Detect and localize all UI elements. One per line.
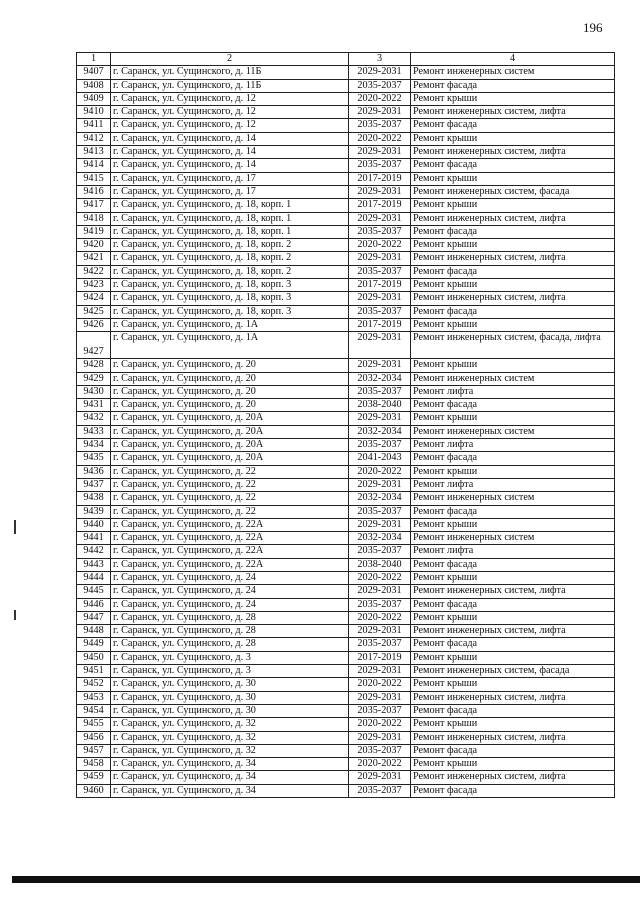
table-row <box>77 651 615 664</box>
work-type-cell: Ремонт фасада <box>411 305 615 318</box>
row-number: 9436 <box>77 465 111 478</box>
work-type-cell: Ремонт фасада <box>411 452 615 465</box>
row-number: 9453 <box>77 691 111 704</box>
work-type-cell: Ремонт инженерных систем, фасада, лифта <box>411 332 615 359</box>
address-cell: г. Саранск, ул. Сущинского, д. 24 <box>111 585 349 598</box>
period-cell: 2029-2031 <box>349 518 411 531</box>
row-number: 9447 <box>77 611 111 624</box>
work-type-cell: Ремонт фасада <box>411 225 615 238</box>
table-row <box>77 146 615 159</box>
work-type-cell: Ремонт инженерных систем <box>411 492 615 505</box>
row-number: 9409 <box>77 92 111 105</box>
work-type-cell: Ремонт фасада <box>411 159 615 172</box>
period-cell: 2032-2034 <box>349 532 411 545</box>
work-type-cell: Ремонт фасада <box>411 704 615 717</box>
table-row <box>77 359 615 372</box>
row-number: 9437 <box>77 478 111 491</box>
table-row <box>77 412 615 425</box>
table-row <box>77 439 615 452</box>
period-cell: 2029-2031 <box>349 585 411 598</box>
period-cell: 2041-2043 <box>349 452 411 465</box>
work-type-cell: Ремонт крыши <box>411 611 615 624</box>
row-number: 9422 <box>77 265 111 278</box>
row-number: 9448 <box>77 625 111 638</box>
address-cell: г. Саранск, ул. Сущинского, д. 22 <box>111 492 349 505</box>
row-number: 9458 <box>77 758 111 771</box>
period-cell: 2020-2022 <box>349 465 411 478</box>
column-header-number: 1 <box>77 53 111 66</box>
row-number: 9443 <box>77 558 111 571</box>
row-number: 9438 <box>77 492 111 505</box>
address-cell: г. Саранск, ул. Сущинского, д. 24 <box>111 571 349 584</box>
period-cell: 2029-2031 <box>349 332 411 359</box>
row-number: 9411 <box>77 119 111 132</box>
address-cell: г. Саранск, ул. Сущинского, д. 17 <box>111 172 349 185</box>
address-cell: г. Саранск, ул. Сущинского, д. 11Б <box>111 66 349 79</box>
scan-bottom-edge <box>12 876 640 883</box>
period-cell: 2029-2031 <box>349 146 411 159</box>
address-cell: г. Саранск, ул. Сущинского, д. 18, корп. 1 <box>111 225 349 238</box>
work-type-cell: Ремонт фасада <box>411 79 615 92</box>
address-cell: г. Саранск, ул. Сущинского, д. 14 <box>111 159 349 172</box>
column-header-period: 3 <box>349 53 411 66</box>
work-type-cell: Ремонт инженерных систем, лифта <box>411 691 615 704</box>
address-cell: г. Саранск, ул. Сущинского, д. 20А <box>111 412 349 425</box>
period-cell: 2035-2037 <box>349 225 411 238</box>
period-cell: 2017-2019 <box>349 199 411 212</box>
work-type-cell: Ремонт инженерных систем, лифта <box>411 146 615 159</box>
table-row <box>77 758 615 771</box>
work-type-cell: Ремонт фасада <box>411 119 615 132</box>
period-cell: 2029-2031 <box>349 771 411 784</box>
work-type-cell: Ремонт инженерных систем, лифта <box>411 731 615 744</box>
table-row <box>77 92 615 105</box>
address-cell: г. Саранск, ул. Сущинского, д. 18, корп. 3 <box>111 292 349 305</box>
period-cell: 2035-2037 <box>349 784 411 797</box>
work-type-cell: Ремонт инженерных систем <box>411 372 615 385</box>
row-number: 9407 <box>77 66 111 79</box>
address-cell: г. Саранск, ул. Сущинского, д. 18, корп. 2 <box>111 265 349 278</box>
work-type-cell: Ремонт лифта <box>411 385 615 398</box>
period-cell: 2017-2019 <box>349 318 411 331</box>
table-header-row <box>77 53 615 66</box>
row-number: 9428 <box>77 359 111 372</box>
work-type-cell: Ремонт инженерных систем, лифта <box>411 625 615 638</box>
period-cell: 2020-2022 <box>349 758 411 771</box>
row-number: 9418 <box>77 212 111 225</box>
period-cell: 2017-2019 <box>349 651 411 664</box>
row-number: 9432 <box>77 412 111 425</box>
period-cell: 2029-2031 <box>349 665 411 678</box>
table-row <box>77 332 615 359</box>
address-cell: г. Саранск, ул. Сущинского, д. 18, корп. 3 <box>111 305 349 318</box>
address-cell: г. Саранск, ул. Сущинского, д. 28 <box>111 625 349 638</box>
period-cell: 2029-2031 <box>349 66 411 79</box>
row-number: 9430 <box>77 385 111 398</box>
period-cell: 2020-2022 <box>349 92 411 105</box>
row-number: 9420 <box>77 239 111 252</box>
address-cell: г. Саранск, ул. Сущинского, д. 22 <box>111 505 349 518</box>
row-number: 9408 <box>77 79 111 92</box>
table-row <box>77 212 615 225</box>
period-cell: 2032-2034 <box>349 372 411 385</box>
row-number: 9442 <box>77 545 111 558</box>
period-cell: 2029-2031 <box>349 359 411 372</box>
address-cell: г. Саранск, ул. Сущинского, д. 18, корп. 3 <box>111 279 349 292</box>
period-cell: 2029-2031 <box>349 292 411 305</box>
work-type-cell: Ремонт инженерных систем <box>411 532 615 545</box>
table-row <box>77 678 615 691</box>
table-row <box>77 465 615 478</box>
period-cell: 2029-2031 <box>349 185 411 198</box>
period-cell: 2035-2037 <box>349 119 411 132</box>
work-type-cell: Ремонт инженерных систем, фасада <box>411 665 615 678</box>
table-row <box>77 252 615 265</box>
period-cell: 2029-2031 <box>349 691 411 704</box>
work-type-cell: Ремонт инженерных систем, лифта <box>411 212 615 225</box>
table-row <box>77 79 615 92</box>
address-cell: г. Саранск, ул. Сущинского, д. 12 <box>111 106 349 119</box>
row-number: 9460 <box>77 784 111 797</box>
table-row <box>77 784 615 797</box>
work-type-cell: Ремонт инженерных систем, фасада <box>411 185 615 198</box>
row-number: 9410 <box>77 106 111 119</box>
address-cell: г. Саранск, ул. Сущинского, д. 20А <box>111 439 349 452</box>
table-row <box>77 159 615 172</box>
row-number: 9439 <box>77 505 111 518</box>
row-number: 9435 <box>77 452 111 465</box>
period-cell: 2029-2031 <box>349 212 411 225</box>
row-number: 9446 <box>77 598 111 611</box>
table-row <box>77 279 615 292</box>
address-cell: г. Саранск, ул. Сущинского, д. 22А <box>111 532 349 545</box>
address-cell: г. Саранск, ул. Сущинского, д. 3 <box>111 651 349 664</box>
period-cell: 2035-2037 <box>349 385 411 398</box>
address-cell: г. Саранск, ул. Сущинского, д. 30 <box>111 691 349 704</box>
period-cell: 2035-2037 <box>349 305 411 318</box>
address-cell: г. Саранск, ул. Сущинского, д. 20А <box>111 425 349 438</box>
period-cell: 2032-2034 <box>349 425 411 438</box>
period-cell: 2020-2022 <box>349 678 411 691</box>
row-number: 9452 <box>77 678 111 691</box>
table-row <box>77 225 615 238</box>
row-number: 9419 <box>77 225 111 238</box>
row-number: 9429 <box>77 372 111 385</box>
address-cell: г. Саранск, ул. Сущинского, д. 28 <box>111 638 349 651</box>
table-row <box>77 305 615 318</box>
address-cell: г. Саранск, ул. Сущинского, д. 11Б <box>111 79 349 92</box>
period-cell: 2017-2019 <box>349 172 411 185</box>
address-cell: г. Саранск, ул. Сущинского, д. 3 <box>111 665 349 678</box>
period-cell: 2017-2019 <box>349 279 411 292</box>
row-number: 9441 <box>77 532 111 545</box>
table-row <box>77 704 615 717</box>
table-row <box>77 585 615 598</box>
table-row <box>77 106 615 119</box>
row-number: 9412 <box>77 132 111 145</box>
period-cell: 2035-2037 <box>349 265 411 278</box>
table-row <box>77 492 615 505</box>
period-cell: 2029-2031 <box>349 478 411 491</box>
address-cell: г. Саранск, ул. Сущинского, д. 12 <box>111 119 349 132</box>
table-row <box>77 691 615 704</box>
address-cell: г. Саранск, ул. Сущинского, д. 1А <box>111 332 349 359</box>
work-type-cell: Ремонт фасада <box>411 638 615 651</box>
work-type-cell: Ремонт крыши <box>411 172 615 185</box>
table-row <box>77 545 615 558</box>
row-number: 9431 <box>77 399 111 412</box>
row-number: 9445 <box>77 585 111 598</box>
table-row <box>77 372 615 385</box>
period-cell: 2035-2037 <box>349 744 411 757</box>
work-type-cell: Ремонт инженерных систем <box>411 425 615 438</box>
row-number: 9459 <box>77 771 111 784</box>
work-type-cell: Ремонт лифта <box>411 545 615 558</box>
address-cell: г. Саранск, ул. Сущинского, д. 18, корп. 2 <box>111 252 349 265</box>
row-number: 9423 <box>77 279 111 292</box>
address-cell: г. Саранск, ул. Сущинского, д. 18, корп. 1 <box>111 199 349 212</box>
table-row <box>77 744 615 757</box>
work-type-cell: Ремонт инженерных систем, лифта <box>411 106 615 119</box>
address-cell: г. Саранск, ул. Сущинского, д. 1А <box>111 318 349 331</box>
work-type-cell: Ремонт крыши <box>411 199 615 212</box>
period-cell: 2029-2031 <box>349 731 411 744</box>
address-cell: г. Саранск, ул. Сущинского, д. 22 <box>111 465 349 478</box>
table-row <box>77 731 615 744</box>
row-number: 9414 <box>77 159 111 172</box>
table-row <box>77 399 615 412</box>
work-type-cell: Ремонт инженерных систем, лифта <box>411 585 615 598</box>
table-row <box>77 532 615 545</box>
table-row <box>77 318 615 331</box>
work-type-cell: Ремонт инженерных систем, лифта <box>411 252 615 265</box>
period-cell: 2020-2022 <box>349 571 411 584</box>
table-row <box>77 239 615 252</box>
row-number: 9416 <box>77 185 111 198</box>
address-cell: г. Саранск, ул. Сущинского, д. 18, корп. 1 <box>111 212 349 225</box>
column-header-work-type: 4 <box>411 53 615 66</box>
period-cell: 2029-2031 <box>349 412 411 425</box>
work-type-cell: Ремонт крыши <box>411 132 615 145</box>
work-type-cell: Ремонт фасада <box>411 598 615 611</box>
row-number: 9451 <box>77 665 111 678</box>
scan-edge-mark <box>14 610 16 620</box>
period-cell: 2038-2040 <box>349 399 411 412</box>
address-cell: г. Саранск, ул. Сущинского, д. 20А <box>111 452 349 465</box>
period-cell: 2032-2034 <box>349 492 411 505</box>
period-cell: 2035-2037 <box>349 439 411 452</box>
period-cell: 2020-2022 <box>349 611 411 624</box>
work-type-cell: Ремонт крыши <box>411 678 615 691</box>
address-cell: г. Саранск, ул. Сущинского, д. 22А <box>111 558 349 571</box>
period-cell: 2029-2031 <box>349 106 411 119</box>
table-row <box>77 571 615 584</box>
period-cell: 2035-2037 <box>349 638 411 651</box>
address-cell: г. Саранск, ул. Сущинского, д. 14 <box>111 146 349 159</box>
period-cell: 2035-2037 <box>349 79 411 92</box>
address-cell: г. Саранск, ул. Сущинского, д. 12 <box>111 92 349 105</box>
work-type-cell: Ремонт крыши <box>411 92 615 105</box>
table-row <box>77 558 615 571</box>
row-number: 9427 <box>77 332 111 359</box>
table-row <box>77 185 615 198</box>
table-row <box>77 425 615 438</box>
row-number: 9444 <box>77 571 111 584</box>
work-type-cell: Ремонт крыши <box>411 239 615 252</box>
address-cell: г. Саранск, ул. Сущинского, д. 22А <box>111 518 349 531</box>
table-body <box>77 66 615 798</box>
period-cell: 2029-2031 <box>349 252 411 265</box>
address-cell: г. Саранск, ул. Сущинского, д. 32 <box>111 718 349 731</box>
period-cell: 2035-2037 <box>349 598 411 611</box>
work-type-cell: Ремонт инженерных систем, лифта <box>411 292 615 305</box>
address-cell: г. Саранск, ул. Сущинского, д. 20 <box>111 372 349 385</box>
period-cell: 2035-2037 <box>349 159 411 172</box>
address-cell: г. Саранск, ул. Сущинского, д. 30 <box>111 678 349 691</box>
table-row <box>77 638 615 651</box>
address-cell: г. Саранск, ул. Сущинского, д. 20 <box>111 399 349 412</box>
row-number: 9454 <box>77 704 111 717</box>
address-cell: г. Саранск, ул. Сущинского, д. 14 <box>111 132 349 145</box>
period-cell: 2020-2022 <box>349 239 411 252</box>
row-number: 9413 <box>77 146 111 159</box>
work-type-cell: Ремонт крыши <box>411 718 615 731</box>
table-row <box>77 265 615 278</box>
table-row <box>77 172 615 185</box>
period-cell: 2035-2037 <box>349 545 411 558</box>
row-number: 9417 <box>77 199 111 212</box>
work-type-cell: Ремонт фасада <box>411 744 615 757</box>
work-type-cell: Ремонт крыши <box>411 571 615 584</box>
row-number: 9450 <box>77 651 111 664</box>
address-cell: г. Саранск, ул. Сущинского, д. 22А <box>111 545 349 558</box>
table-row <box>77 625 615 638</box>
address-cell: г. Саранск, ул. Сущинского, д. 34 <box>111 758 349 771</box>
table-row <box>77 199 615 212</box>
row-number: 9424 <box>77 292 111 305</box>
address-cell: г. Саранск, ул. Сущинского, д. 28 <box>111 611 349 624</box>
repair-schedule-table <box>76 52 615 798</box>
table-row <box>77 505 615 518</box>
work-type-cell: Ремонт фасада <box>411 399 615 412</box>
table-row <box>77 518 615 531</box>
period-cell: 2020-2022 <box>349 718 411 731</box>
work-type-cell: Ремонт инженерных систем <box>411 66 615 79</box>
work-type-cell: Ремонт фасада <box>411 505 615 518</box>
work-type-cell: Ремонт крыши <box>411 359 615 372</box>
table-row <box>77 66 615 79</box>
table-row <box>77 665 615 678</box>
table-row <box>77 771 615 784</box>
work-type-cell: Ремонт фасада <box>411 558 615 571</box>
table-row <box>77 611 615 624</box>
period-cell: 2038-2040 <box>349 558 411 571</box>
address-cell: г. Саранск, ул. Сущинского, д. 20 <box>111 359 349 372</box>
address-cell: г. Саранск, ул. Сущинского, д. 24 <box>111 598 349 611</box>
period-cell: 2020-2022 <box>349 132 411 145</box>
table-row <box>77 385 615 398</box>
work-type-cell: Ремонт крыши <box>411 465 615 478</box>
address-cell: г. Саранск, ул. Сущинского, д. 20 <box>111 385 349 398</box>
row-number: 9457 <box>77 744 111 757</box>
work-type-cell: Ремонт крыши <box>411 518 615 531</box>
work-type-cell: Ремонт крыши <box>411 318 615 331</box>
work-type-cell: Ремонт фасада <box>411 265 615 278</box>
row-number: 9433 <box>77 425 111 438</box>
address-cell: г. Саранск, ул. Сущинского, д. 32 <box>111 731 349 744</box>
address-cell: г. Саранск, ул. Сущинского, д. 34 <box>111 784 349 797</box>
work-type-cell: Ремонт лифта <box>411 478 615 491</box>
table-row <box>77 292 615 305</box>
page-number: 196 <box>583 20 603 35</box>
address-cell: г. Саранск, ул. Сущинского, д. 34 <box>111 771 349 784</box>
scan-edge-mark <box>14 520 16 534</box>
table-row <box>77 718 615 731</box>
work-type-cell: Ремонт крыши <box>411 758 615 771</box>
row-number: 9415 <box>77 172 111 185</box>
work-type-cell: Ремонт крыши <box>411 412 615 425</box>
work-type-cell: Ремонт инженерных систем, лифта <box>411 771 615 784</box>
row-number: 9440 <box>77 518 111 531</box>
row-number: 9426 <box>77 318 111 331</box>
table-row <box>77 119 615 132</box>
column-header-address: 2 <box>111 53 349 66</box>
period-cell: 2035-2037 <box>349 505 411 518</box>
address-cell: г. Саранск, ул. Сущинского, д. 30 <box>111 704 349 717</box>
table-row <box>77 132 615 145</box>
row-number: 9434 <box>77 439 111 452</box>
address-cell: г. Саранск, ул. Сущинского, д. 18, корп. 2 <box>111 239 349 252</box>
address-cell: г. Саранск, ул. Сущинского, д. 22 <box>111 478 349 491</box>
period-cell: 2029-2031 <box>349 625 411 638</box>
table-row <box>77 598 615 611</box>
row-number: 9421 <box>77 252 111 265</box>
row-number: 9425 <box>77 305 111 318</box>
table-row <box>77 478 615 491</box>
row-number: 9455 <box>77 718 111 731</box>
work-type-cell: Ремонт лифта <box>411 439 615 452</box>
work-type-cell: Ремонт крыши <box>411 279 615 292</box>
table-row <box>77 452 615 465</box>
address-cell: г. Саранск, ул. Сущинского, д. 32 <box>111 744 349 757</box>
period-cell: 2035-2037 <box>349 704 411 717</box>
address-cell: г. Саранск, ул. Сущинского, д. 17 <box>111 185 349 198</box>
row-number: 9456 <box>77 731 111 744</box>
row-number: 9449 <box>77 638 111 651</box>
work-type-cell: Ремонт крыши <box>411 651 615 664</box>
work-type-cell: Ремонт фасада <box>411 784 615 797</box>
